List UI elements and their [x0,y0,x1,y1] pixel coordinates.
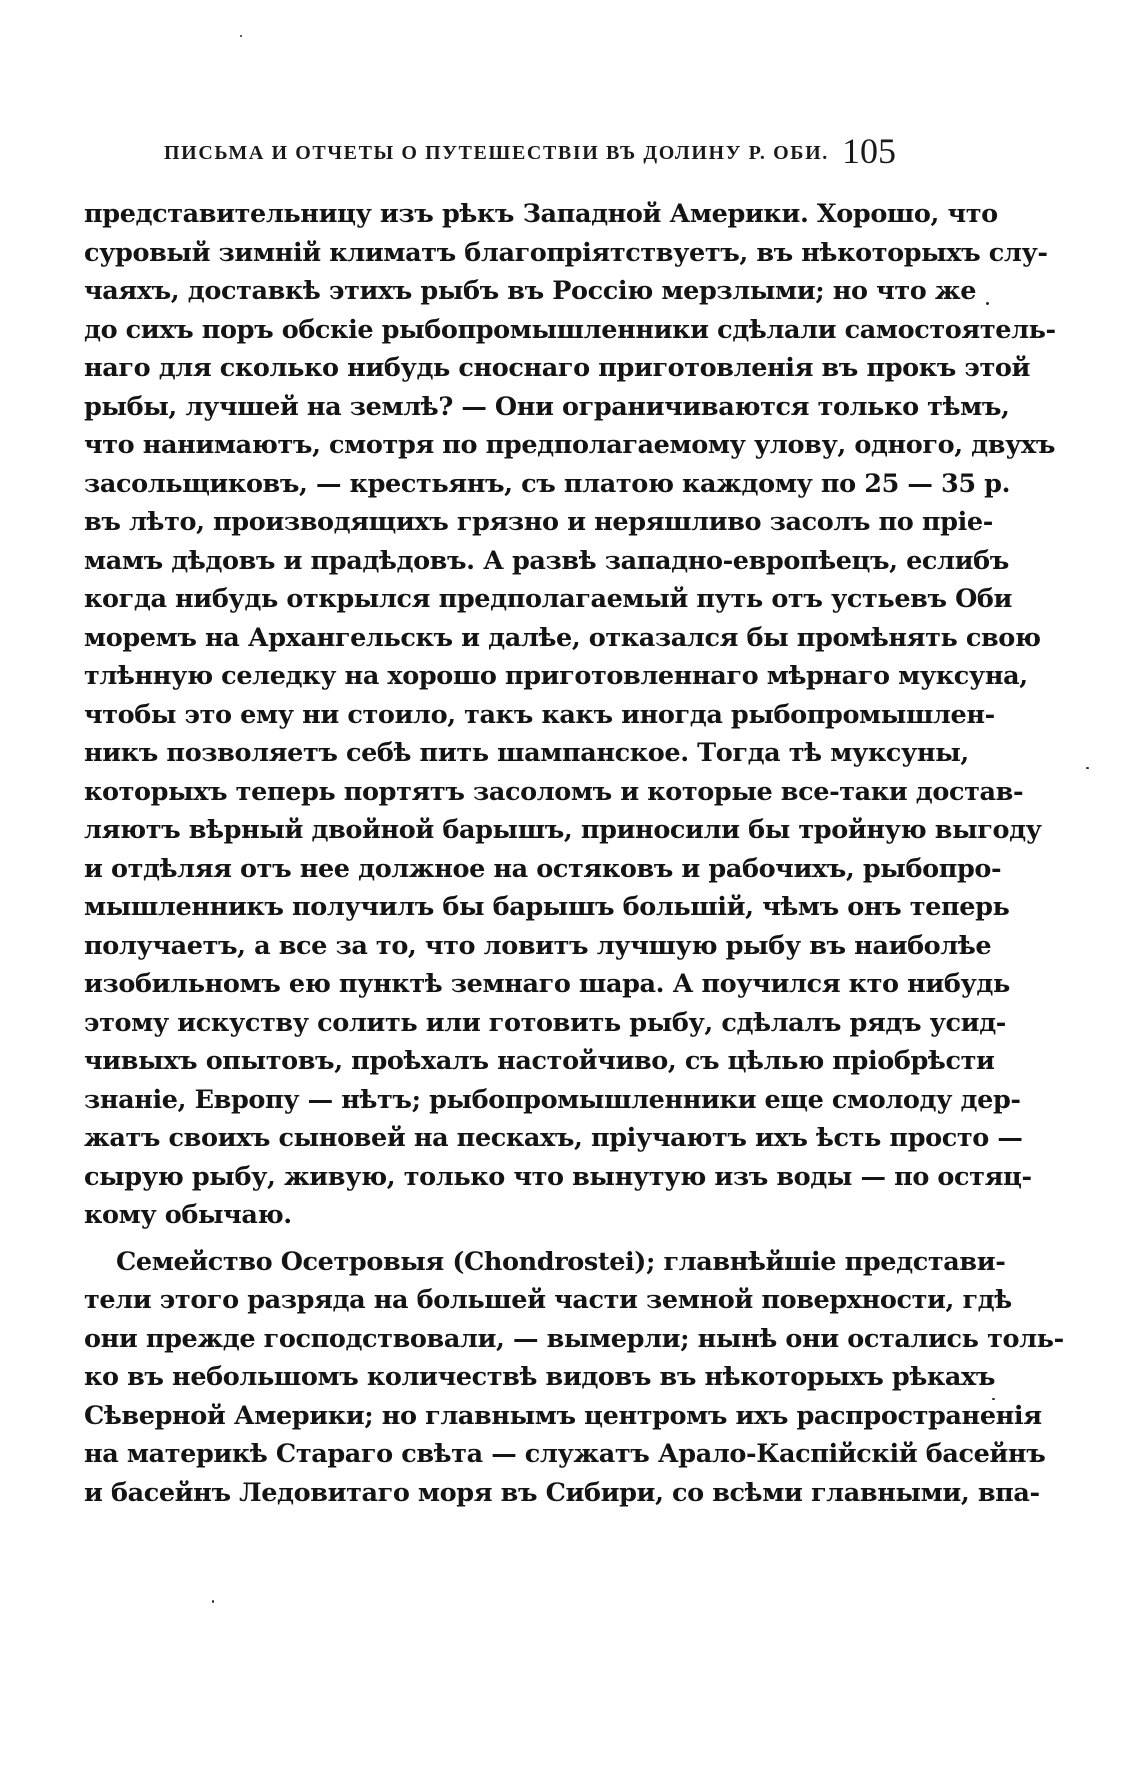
text-line: и басейнъ Ледовитаго моря въ Сибири, со всѣми главными, впа- [84,1477,1040,1508]
text-line: и отдѣляя отъ нее должное на остяковъ и рабочихъ, рыбопро- [84,853,1002,884]
scan-speck [240,35,242,37]
text-line: что нанимаютъ, смотря по предполагаемому улову, одного, двухъ [84,430,1055,460]
running-head [160,130,920,170]
text-line: Семейство Осетровыя (Chondrostei); главнѣйшіе представи- [116,1246,1006,1277]
scan-speck [992,1398,995,1400]
text-line: сырую рыбу, живую, только что вынутую изъ воды — по остяц- [84,1161,1032,1192]
text-line: знаніе, Европу — нѣтъ; рыбопромышленники еще смолоду дер- [84,1084,1021,1115]
text-line: получаетъ, а все за то, что ловитъ лучшую рыбу въ наиболѣе [84,930,992,961]
text-line: мышленникъ получилъ бы барышъ большій, чѣмъ онъ теперь [84,892,1010,922]
text-line: моремъ на Архангельскъ и далѣе, отказался бы промѣнять свою [84,622,1041,653]
paragraph-gap [84,1235,909,1243]
text-line: чтобы это ему ни стоило, такъ какъ иногда рыбопромышлен- [84,699,995,730]
page-number: 105 [842,131,896,171]
paragraph [84,1243,1064,1513]
text-line: суровый зимній климатъ благопріятствуетъ, въ нѣкоторыхъ слу- [84,237,1048,268]
text-line: кому обычаю. [84,1200,292,1230]
text-line: изобильномъ ею пунктѣ земнаго шара. А поучился кто нибудь [84,969,1010,999]
scan-speck [1086,767,1089,769]
text-line: никъ позволяетъ себѣ пить шампанское. Тогда тѣ муксуны, [84,738,969,768]
text-line: засольщиковъ, — крестьянъ, съ платою каждому по 25 — 35 р. [84,468,1011,499]
text-line: рыбы, лучшей на землѣ? — Они ограничиваются только тѣмъ, [84,391,1010,422]
body-text [84,195,1064,1512]
text-line: Сѣверной Америки; но главнымъ центромъ ихъ распространенія [84,1400,1042,1431]
text-line: ко въ небольшомъ количествѣ видовъ въ нѣкоторыхъ рѣкахъ [84,1362,995,1392]
text-line: этому искуству солить или готовить рыбу, сдѣлалъ рядъ усид- [84,1007,1006,1038]
scan-speck [212,1600,214,1603]
text-line: на материкѣ Стараго свѣта — служатъ Арало-Каспійскій басейнъ [84,1439,1046,1469]
running-title: ПИСЬМА И ОТЧЕТЫ О ПУТЕШЕСТВІИ ВЪ ДОЛИНУ Р. ОБИ. [164,142,829,164]
text-line: жатъ своихъ сыновей на пескахъ, пріучаютъ ихъ ѣсть просто — [84,1123,1023,1153]
text-line: до сихъ поръ обскіе рыбопромышленники сдѣлали самостоятель- [84,314,1056,345]
text-line: въ лѣто, производящихъ грязно и неряшливо засолъ по пріе- [84,507,993,537]
text-line: тели этого разряда на большей части земной поверхности, гдѣ [84,1285,1012,1315]
text-line: тлѣнную селедку на хорошо приготовленнаго мѣрнаго муксуна, [84,661,1028,691]
paragraph [84,195,1056,1235]
text-line: наго для сколько нибудь сноснаго приготовленія въ прокъ этой [84,353,1031,383]
text-line: чивыхъ опытовъ, проѣхалъ настойчиво, съ цѣлью пріобрѣсти [84,1046,995,1076]
text-line: представительницу изъ рѣкъ Западной Америки. Хорошо, что [84,199,998,229]
text-line: они прежде господствовали, — вымерли; нынѣ они остались толь- [84,1323,1064,1354]
text-line: когда нибудь открылся предполагаемый путь отъ устьевъ Оби [84,584,1013,614]
text-line: ляютъ вѣрный двойной барышъ, приносили бы тройную выгоду [84,815,1042,845]
scan-speck [986,302,989,305]
text-line: мамъ дѣдовъ и прадѣдовъ. А развѣ западно-европѣецъ, еслибъ [84,545,1009,576]
text-line: которыхъ теперь портятъ засоломъ и которые все-таки достав- [84,776,1024,807]
text-line: чаяхъ, доставкѣ этихъ рыбъ въ Россію мерзлыми; но что же [84,276,977,306]
